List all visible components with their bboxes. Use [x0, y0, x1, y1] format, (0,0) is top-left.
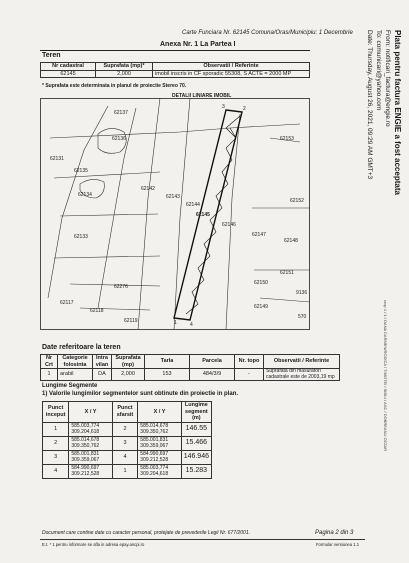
map-point-2: 2 — [243, 106, 246, 112]
teren-col-suprafata: Suprafata (mp)* — [96, 63, 153, 71]
table-row — [43, 422, 212, 436]
map-label-62117: 62117 — [60, 300, 74, 306]
map-label-62149: 62149 — [254, 304, 268, 310]
seg-cell: 1 — [43, 422, 69, 436]
segmente-subtitle: 1) Valorile lungimilor segmentelor sunt obtinute din proiectie in plan. — [42, 391, 239, 397]
ref-col-categorie: Categorie folosinta — [58, 355, 93, 369]
referire-title: Date referitoare la teren — [42, 344, 121, 351]
map-svg — [40, 98, 310, 330]
teren-title: Teren — [42, 52, 61, 59]
map-label-62131: 62131 — [50, 156, 64, 162]
map-label-62147: 62147 — [252, 232, 266, 238]
seg-cell: 2 — [43, 436, 69, 450]
segmente-table — [42, 401, 212, 479]
seg-col-start: Punct inceput — [43, 402, 69, 423]
map-label-62135: 62135 — [74, 168, 88, 174]
ref-topo: - — [235, 369, 264, 381]
map-label-62136: 62136 — [112, 136, 126, 142]
segmente-title: Lungime Segmente — [42, 383, 98, 389]
ref-observatii: Suprafata din masuratori cadastrale este de 2003,19 mp — [264, 369, 340, 381]
map-label-62119: 62119 — [124, 318, 138, 324]
cadastral-map — [40, 98, 310, 330]
map-label-62153: 62153 — [280, 136, 294, 142]
ref-col-tarla: Tarla — [145, 355, 190, 369]
sidebar-line-1: Plata pentru factura ENGIE a fost acceptata — [393, 30, 402, 195]
ref-intravilan: DA — [93, 369, 112, 381]
ref-col-topo: Nr. topo — [235, 355, 264, 369]
map-label-62151: 62151 — [280, 270, 294, 276]
seg-cell: 585.014,678 309.350,762 — [69, 436, 112, 450]
table-row — [43, 450, 212, 464]
seg-cell: 3 — [112, 436, 138, 450]
seg-cell: 1 — [112, 464, 138, 478]
map-label-62276: 62276 — [114, 284, 128, 290]
map-label-62144: 62144 — [186, 202, 200, 208]
seg-cell: 4 — [43, 464, 69, 478]
seg-cell: 3 — [43, 450, 69, 464]
teren-suprafata: 2,000 — [96, 70, 153, 78]
seg-cell: 585.001,831 309.359,067 — [138, 436, 181, 450]
map-label-570: 570 — [298, 314, 307, 320]
table-row — [43, 436, 212, 450]
sidebar-line-4: Date: Thursday, August 26, 2021, 09:29 AM GMT+3 — [366, 30, 373, 180]
sidebar-line-2: From: notificari_factura@engie.ro — [384, 30, 391, 127]
teren-col-observatii: Observatii / Referinte — [153, 63, 310, 71]
map-label-62137: 62137 — [114, 110, 128, 116]
right-margin-text: crop 1 / 1 / DANA CARMEN/RODICA / TIMOTEI / SIBIU / ASC / DOBREANU CEZAR — [383, 300, 388, 452]
map-label-62143: 62143 — [166, 194, 180, 200]
seg-cell: 585.014,678 309.350,762 — [138, 422, 181, 436]
table-row — [43, 464, 212, 478]
map-label-62150: 62150 — [254, 280, 268, 286]
map-label-62118: 62118 — [90, 308, 104, 314]
seg-cell: 584.990,697 309.212,528 — [69, 464, 112, 478]
ref-categorie: arabil — [58, 369, 93, 381]
map-label-62142: 62142 — [141, 186, 155, 192]
anexa-title: Anexa Nr. 1 La Partea I — [160, 41, 236, 48]
teren-observatii: imobil inscris in CF sporadic 55308, S ACTE = 2000 MP — [153, 70, 310, 78]
map-label-62133: 62133 — [74, 234, 88, 240]
map-point-3: 3 — [222, 104, 225, 110]
seg-cell: 585.001,831 309.359,067 — [69, 450, 112, 464]
footer-page: Pagina 2 din 3 — [315, 530, 354, 536]
ref-col-parcela: Parcela — [190, 355, 235, 369]
seg-cell: 15.283 — [181, 464, 211, 478]
seg-cell: 146.946 — [181, 450, 211, 464]
ref-col-intravilan: Intra vilan — [93, 355, 112, 369]
ref-col-observatii: Observatii / Referinte — [264, 355, 340, 369]
ref-suprafata: 2,000 — [112, 369, 145, 381]
sidebar-line-3: To: comunicari@yahoo.com — [375, 30, 382, 111]
seg-col-length: Lungime segment (m) — [181, 402, 211, 423]
teren-note: * Suprafata este determinata in planul de proiectie Stereo 70. — [42, 83, 187, 89]
ref-nr: 1 — [41, 369, 58, 381]
ref-parcela: 484/3/9 — [190, 369, 235, 381]
map-label-62146: 62146 — [222, 222, 236, 228]
carte-funciara-header: Carte Funciara Nr. 62145 Comuna/Oras/Municipiu: 1 Decembrie — [182, 30, 353, 36]
seg-col-xy-end: X / Y — [138, 402, 181, 423]
map-label-62145: 62145 — [196, 212, 210, 218]
teren-table — [40, 62, 310, 78]
map-label-62134: 62134 — [78, 192, 92, 198]
footer-legal: Document care contine date cu caracter personal, protejate de prevederile Legii Nr. 677/2001. — [42, 530, 250, 536]
seg-cell: 584.990,697 309.212,528 — [138, 450, 181, 464]
seg-col-end: Punct sfarsit — [112, 402, 138, 423]
seg-cell: 585.003,774 309.204,618 — [138, 464, 181, 478]
seg-cell: 146.55 — [181, 422, 211, 436]
map-title: DETALII LINIARE IMOBIL — [172, 93, 232, 99]
ref-tarla: 153 — [145, 369, 190, 381]
map-label-9136: 9136 — [296, 290, 308, 296]
map-point-1: 1 — [174, 320, 177, 326]
map-label-62152: 62152 — [290, 198, 304, 204]
ref-col-nr: Nr Crt — [41, 355, 58, 369]
seg-col-xy-start: X / Y — [69, 402, 112, 423]
seg-cell: 2 — [112, 422, 138, 436]
referire-table — [40, 354, 340, 381]
map-label-62148: 62148 — [284, 238, 298, 244]
ref-col-suprafata: Suprafata (mp) — [112, 355, 145, 369]
footer-version: Formular versiunea 1.1 — [316, 542, 360, 547]
footer-small: E.t. * 1 pentru informare se afla in adresa epay.ancpi.ro — [42, 542, 145, 547]
header-rule — [40, 50, 310, 51]
teren-col-nr: Nr cadastral — [41, 63, 96, 71]
seg-cell: 4 — [112, 450, 138, 464]
footer-rule — [40, 539, 365, 540]
teren-nr-cadastral: 62145 — [41, 70, 96, 78]
seg-cell: 585.003,774 309.204,618 — [69, 422, 112, 436]
map-point-4: 4 — [190, 322, 193, 328]
seg-cell: 15.466 — [181, 436, 211, 450]
